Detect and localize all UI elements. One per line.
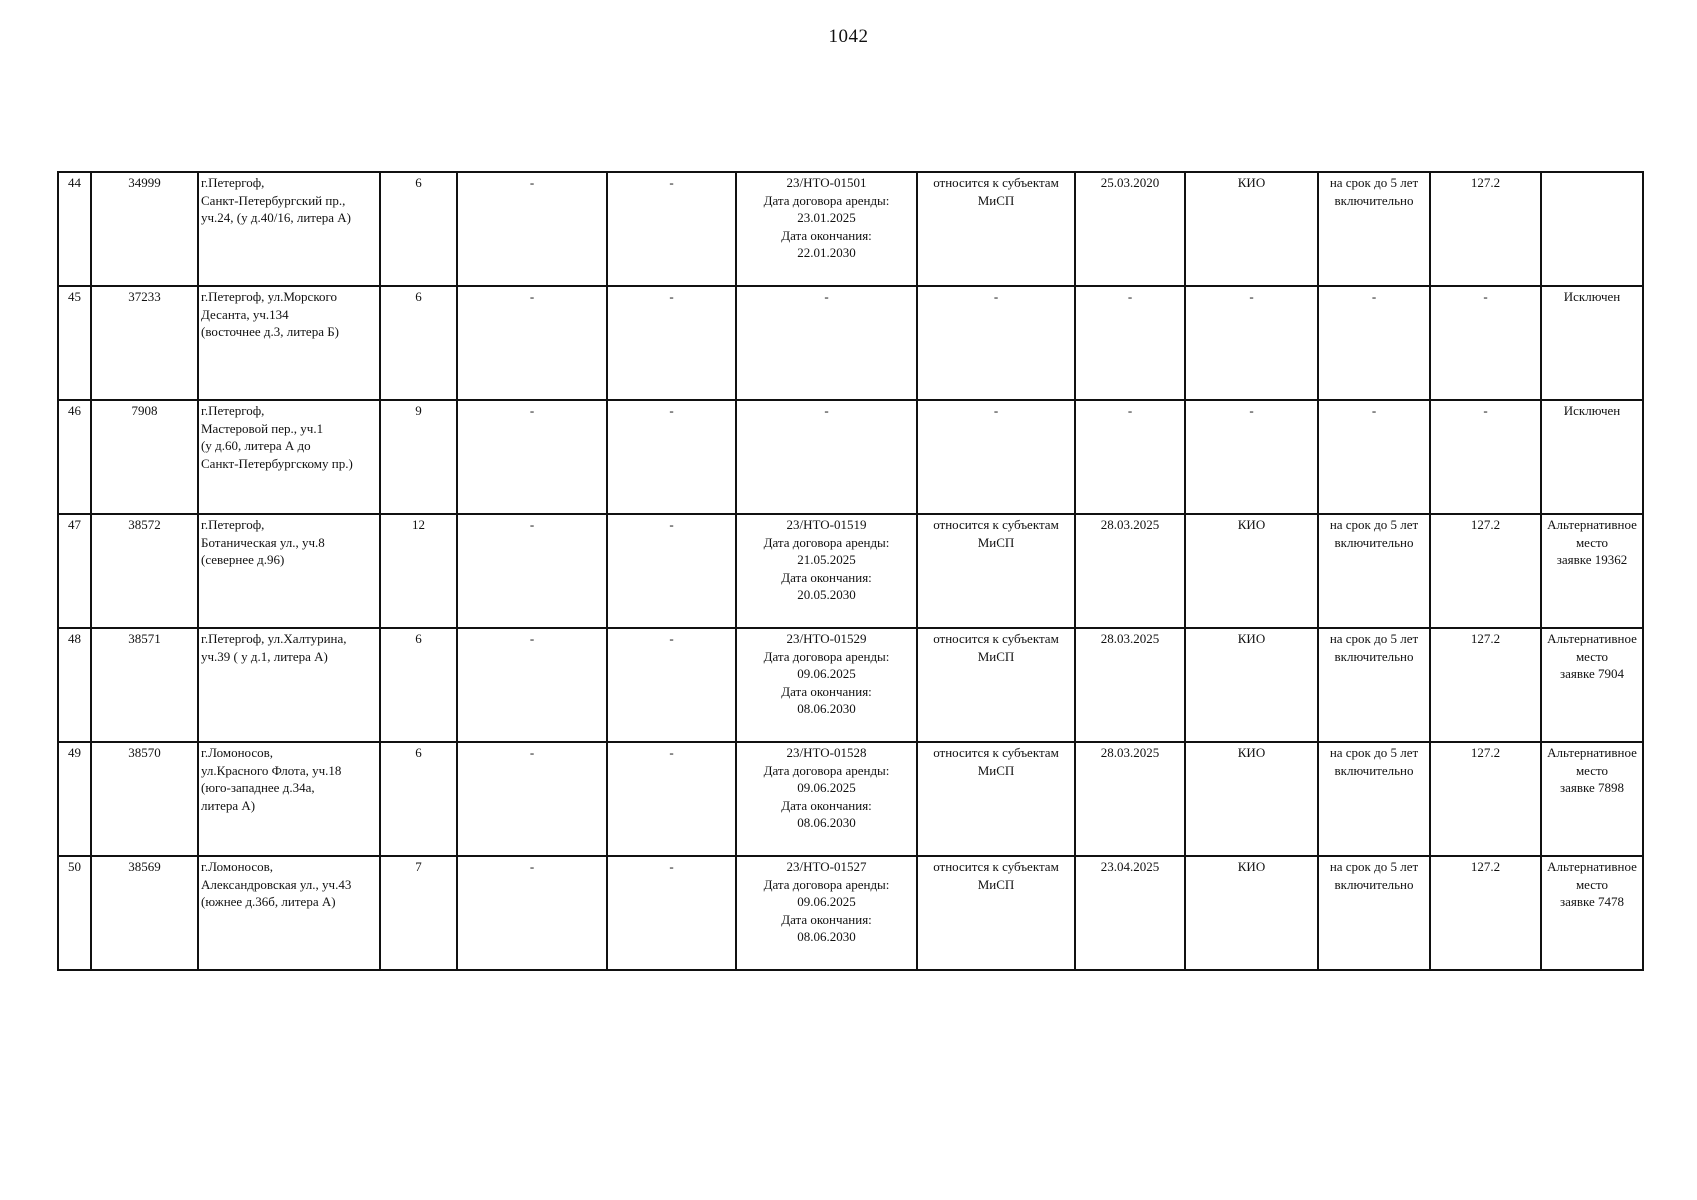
cell-line: 08.06.2030 <box>797 929 856 944</box>
cell-line: 23/НТО-01501 <box>786 175 867 190</box>
cell-line: относится к субъектам <box>933 745 1059 760</box>
area-cell: 9 <box>380 400 457 514</box>
term-cell <box>1318 172 1430 286</box>
cell-line: 08.06.2030 <box>797 815 856 830</box>
contract-cell <box>736 742 917 856</box>
note-cell <box>1541 172 1643 286</box>
cell-line: Десанта, уч.134 <box>201 306 289 322</box>
cell-line: 23/НТО-01529 <box>786 631 867 646</box>
column-5-cell: - <box>457 628 607 742</box>
cell-line: (южнее д.36б, литера А) <box>201 894 336 909</box>
cell-line: Александровская ул., уч.43 <box>201 876 352 892</box>
address-cell <box>198 856 380 970</box>
note-cell <box>1541 400 1643 514</box>
code-cell: - <box>1430 400 1541 514</box>
row-number-cell: 50 <box>58 856 91 970</box>
cell-line: Альтернативное <box>1547 859 1637 874</box>
cell-line: уч.39 ( у д.1, литера А) <box>201 648 328 664</box>
cell-line: МиСП <box>977 648 1015 664</box>
cell-line: относится к субъектам <box>933 859 1059 874</box>
cell-line: ул.Красного Флота, уч.18 <box>201 762 342 778</box>
table-row <box>58 742 1643 856</box>
code-cell: 127.2 <box>1430 742 1541 856</box>
row-number-cell: 49 <box>58 742 91 856</box>
note-cell <box>1541 856 1643 970</box>
column-6-cell: - <box>607 172 736 286</box>
address-cell <box>198 742 380 856</box>
code-cell: 127.2 <box>1430 856 1541 970</box>
column-6-cell: - <box>607 628 736 742</box>
contract-cell <box>736 856 917 970</box>
column-6-cell: - <box>607 400 736 514</box>
organization-cell: КИО <box>1185 856 1318 970</box>
cell-line: включительно <box>1334 192 1414 208</box>
date-cell: 28.03.2025 <box>1075 742 1185 856</box>
contract-cell <box>736 514 917 628</box>
object-id-cell: 34999 <box>91 172 198 286</box>
cell-line: Исключен <box>1563 289 1621 304</box>
cell-line: заявке 7898 <box>1559 780 1625 795</box>
cell-line: место <box>1575 648 1609 664</box>
cell-line: 20.05.2030 <box>797 587 856 602</box>
cell-line: Дата окончания: <box>781 683 872 699</box>
cell-line: Дата договора аренды: <box>763 192 890 208</box>
object-id-cell: 38572 <box>91 514 198 628</box>
cell-line: 23.01.2025 <box>797 210 856 225</box>
cell-line: (восточнее д.3, литера Б) <box>201 324 340 339</box>
category-cell <box>917 514 1075 628</box>
registry-table <box>57 171 1644 971</box>
cell-line: на срок до 5 лет <box>1329 175 1419 190</box>
organization-cell: - <box>1185 400 1318 514</box>
category-cell <box>917 742 1075 856</box>
column-5-cell: - <box>457 172 607 286</box>
cell-line: г.Петергоф, <box>201 175 265 190</box>
cell-line: Дата договора аренды: <box>763 648 890 664</box>
column-5-cell: - <box>457 286 607 400</box>
address-cell <box>198 400 380 514</box>
column-5-cell: - <box>457 514 607 628</box>
cell-line: включительно <box>1334 876 1414 892</box>
cell-line: - <box>1371 403 1377 418</box>
term-cell <box>1318 400 1430 514</box>
organization-cell: КИО <box>1185 742 1318 856</box>
row-number-cell: 47 <box>58 514 91 628</box>
address-cell <box>198 514 380 628</box>
term-cell <box>1318 856 1430 970</box>
cell-line: г.Петергоф, ул.Халтурина, <box>201 631 347 646</box>
category-cell <box>917 856 1075 970</box>
code-cell: 127.2 <box>1430 514 1541 628</box>
cell-line: - <box>993 403 999 418</box>
column-5-cell: - <box>457 856 607 970</box>
code-cell: 127.2 <box>1430 172 1541 286</box>
category-cell <box>917 628 1075 742</box>
cell-line: г.Петергоф, <box>201 517 265 532</box>
table-row <box>58 172 1643 286</box>
object-id-cell: 38570 <box>91 742 198 856</box>
cell-line: Альтернативное <box>1547 517 1637 532</box>
date-cell: 23.04.2025 <box>1075 856 1185 970</box>
address-cell <box>198 172 380 286</box>
cell-line: заявке 19362 <box>1556 552 1628 567</box>
cell-line: включительно <box>1334 534 1414 550</box>
cell-line: на срок до 5 лет <box>1329 745 1419 760</box>
cell-line: г.Петергоф, ул.Морского <box>201 289 337 304</box>
column-6-cell: - <box>607 514 736 628</box>
organization-cell: КИО <box>1185 172 1318 286</box>
cell-line: 22.01.2030 <box>797 245 856 260</box>
date-cell: - <box>1075 286 1185 400</box>
date-cell: 25.03.2020 <box>1075 172 1185 286</box>
code-cell: - <box>1430 286 1541 400</box>
cell-line: 23/НТО-01528 <box>786 745 867 760</box>
cell-line: относится к субъектам <box>933 517 1059 532</box>
cell-line: (севернее д.96) <box>201 552 285 567</box>
cell-line: Альтернативное <box>1547 631 1637 646</box>
cell-line: Ботаническая ул., уч.8 <box>201 534 325 550</box>
table-body <box>58 172 1643 970</box>
note-cell <box>1541 742 1643 856</box>
organization-cell: КИО <box>1185 514 1318 628</box>
note-cell <box>1541 514 1643 628</box>
area-cell: 12 <box>380 514 457 628</box>
address-cell <box>198 286 380 400</box>
cell-line: на срок до 5 лет <box>1329 517 1419 532</box>
cell-line: относится к субъектам <box>933 631 1059 646</box>
cell-line: 23/НТО-01527 <box>786 859 867 874</box>
cell-line: г.Петергоф, <box>201 403 265 418</box>
column-6-cell: - <box>607 742 736 856</box>
contract-cell <box>736 286 917 400</box>
row-number-cell: 44 <box>58 172 91 286</box>
cell-line: 08.06.2030 <box>797 701 856 716</box>
cell-line: на срок до 5 лет <box>1329 859 1419 874</box>
contract-cell <box>736 400 917 514</box>
cell-line: на срок до 5 лет <box>1329 631 1419 646</box>
date-cell: 28.03.2025 <box>1075 514 1185 628</box>
term-cell <box>1318 742 1430 856</box>
cell-line: Дата окончания: <box>781 569 872 585</box>
cell-line: МиСП <box>977 876 1015 892</box>
cell-line: заявке 7904 <box>1559 666 1625 681</box>
cell-line: Дата окончания: <box>781 797 872 813</box>
category-cell <box>917 172 1075 286</box>
table-row <box>58 286 1643 400</box>
date-cell: - <box>1075 400 1185 514</box>
column-6-cell: - <box>607 856 736 970</box>
category-cell <box>917 286 1075 400</box>
cell-line: Дата окончания: <box>781 227 872 243</box>
cell-line: место <box>1575 534 1609 550</box>
cell-line: включительно <box>1334 762 1414 778</box>
cell-line: 23/НТО-01519 <box>786 517 867 532</box>
contract-cell <box>736 172 917 286</box>
cell-line: включительно <box>1334 648 1414 664</box>
contract-cell <box>736 628 917 742</box>
date-cell: 28.03.2025 <box>1075 628 1185 742</box>
cell-line: - <box>824 403 829 418</box>
cell-line: 09.06.2025 <box>797 780 856 795</box>
cell-line: литера А) <box>201 797 256 813</box>
column-5-cell: - <box>457 742 607 856</box>
category-cell <box>917 400 1075 514</box>
cell-line: 09.06.2025 <box>797 894 856 909</box>
cell-line: Санкт-Петербургскому пр.) <box>201 455 353 471</box>
row-number-cell: 45 <box>58 286 91 400</box>
cell-line: место <box>1575 876 1609 892</box>
code-cell: 127.2 <box>1430 628 1541 742</box>
cell-line: 21.05.2025 <box>797 552 856 567</box>
column-6-cell: - <box>607 286 736 400</box>
area-cell: 7 <box>380 856 457 970</box>
term-cell <box>1318 286 1430 400</box>
cell-line: место <box>1575 762 1609 778</box>
area-cell: 6 <box>380 172 457 286</box>
cell-line: г.Ломоносов, <box>201 859 274 874</box>
object-id-cell: 37233 <box>91 286 198 400</box>
cell-line: относится к субъектам <box>933 175 1059 190</box>
organization-cell: КИО <box>1185 628 1318 742</box>
cell-line: - <box>993 289 999 304</box>
row-number-cell: 48 <box>58 628 91 742</box>
cell-line: Санкт-Петербургский пр., <box>201 192 346 208</box>
cell-line: Дата договора аренды: <box>763 534 890 550</box>
cell-line: Альтернативное <box>1547 745 1637 760</box>
cell-line: г.Ломоносов, <box>201 745 274 760</box>
note-cell <box>1541 628 1643 742</box>
cell-line: Исключен <box>1563 403 1621 418</box>
cell-line: (у д.60, литера А до <box>201 438 311 453</box>
cell-line: Дата окончания: <box>781 911 872 927</box>
cell-line: Дата договора аренды: <box>763 762 890 778</box>
table-row <box>58 514 1643 628</box>
term-cell <box>1318 514 1430 628</box>
page-number: 1042 <box>828 26 869 47</box>
area-cell: 6 <box>380 628 457 742</box>
cell-line: МиСП <box>977 534 1015 550</box>
column-5-cell: - <box>457 400 607 514</box>
cell-line: 09.06.2025 <box>797 666 856 681</box>
cell-line: - <box>824 289 829 304</box>
object-id-cell: 38571 <box>91 628 198 742</box>
area-cell: 6 <box>380 742 457 856</box>
cell-line: МиСП <box>977 192 1015 208</box>
object-id-cell: 7908 <box>91 400 198 514</box>
table-row <box>58 856 1643 970</box>
address-cell <box>198 628 380 742</box>
table-row <box>58 400 1643 514</box>
cell-line: заявке 7478 <box>1559 894 1625 909</box>
cell-line: уч.24, (у д.40/16, литера А) <box>201 210 351 225</box>
object-id-cell: 38569 <box>91 856 198 970</box>
term-cell <box>1318 628 1430 742</box>
organization-cell: - <box>1185 286 1318 400</box>
cell-line: Мастеровой пер., уч.1 <box>201 420 324 436</box>
cell-line: - <box>1371 289 1377 304</box>
row-number-cell: 46 <box>58 400 91 514</box>
table-row <box>58 628 1643 742</box>
cell-line: (юго-западнее д.34а, <box>201 780 315 795</box>
cell-line: МиСП <box>977 762 1015 778</box>
area-cell: 6 <box>380 286 457 400</box>
note-cell <box>1541 286 1643 400</box>
cell-line: Дата договора аренды: <box>763 876 890 892</box>
